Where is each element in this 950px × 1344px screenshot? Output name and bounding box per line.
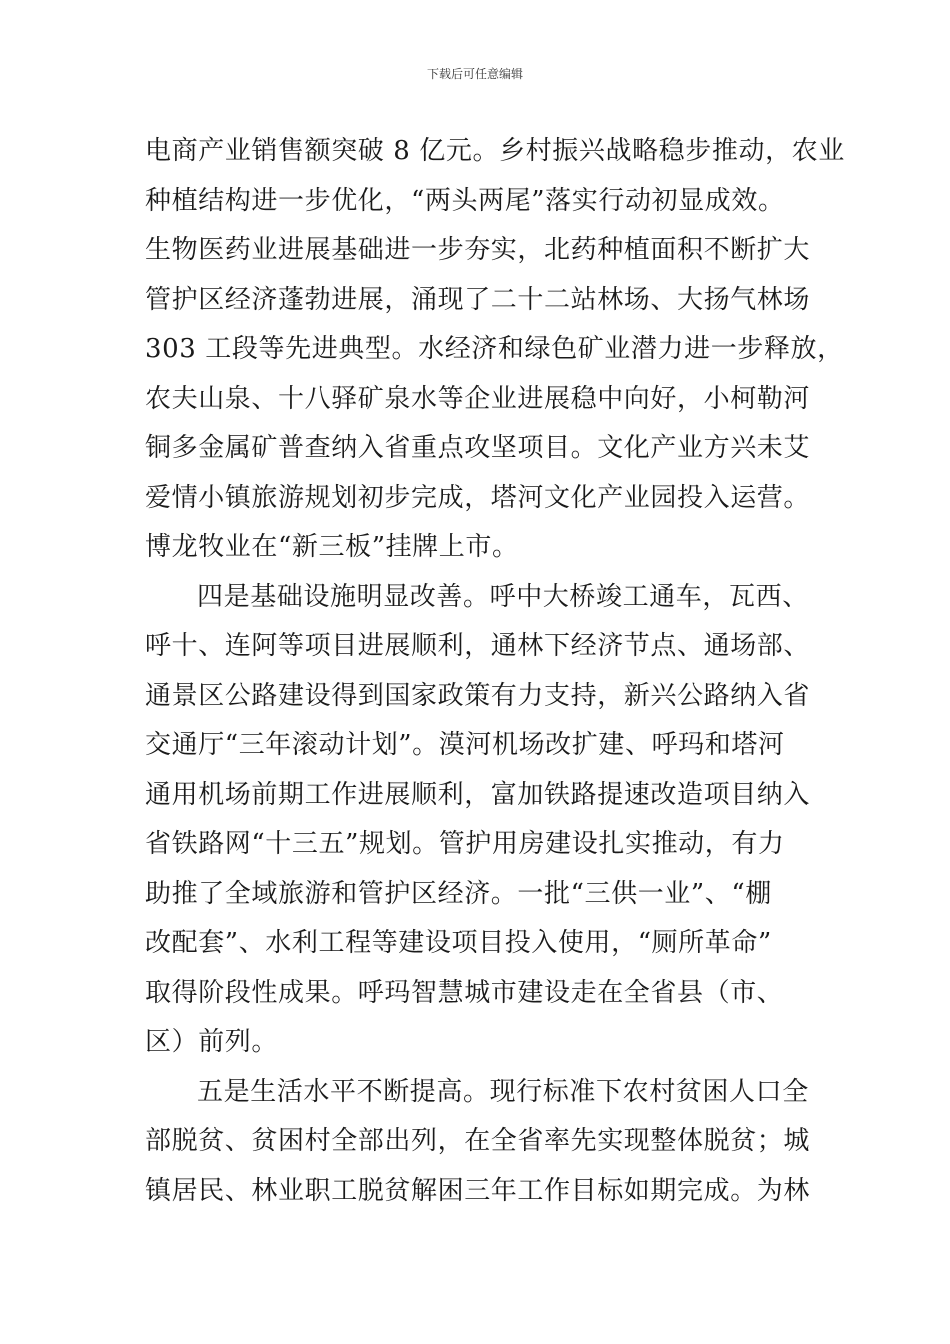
paragraph-start-line: 四是基础设施明显改善。呼中大桥竣工通车，瓦西、 bbox=[197, 581, 809, 612]
text-line: 通用机场前期工作进展顺利，富加铁路提速改造项目纳入 bbox=[145, 779, 811, 810]
text-line: 改配套”、水利工程等建设项目投入使用，“厕所革命” bbox=[145, 928, 772, 958]
text-line: 铜多金属矿普查纳入省重点攻坚项目。文化产业方兴未艾 bbox=[145, 433, 811, 463]
text-line: 生物医药业进展基础进一步夯实，北药种植面积不断扩大 bbox=[145, 235, 811, 265]
text-line: 部脱贫、贫困村全部出列，在全省率先实现整体脱贫；城 bbox=[145, 1126, 811, 1156]
text-line: 电商产业销售额突破 8 亿元。乡村振兴战略稳步推动，农业 bbox=[145, 136, 845, 166]
text-line: 博龙牧业在“新三板”挂牌上市。 bbox=[145, 532, 519, 562]
text-line: 通景区公路建设得到国家政策有力支持，新兴公路纳入省 bbox=[145, 680, 811, 711]
text-line: 区）前列。 bbox=[145, 1027, 279, 1057]
paragraph-start-line: 五是生活水平不断提高。现行标准下农村贫困人口全 bbox=[197, 1076, 809, 1107]
text-line: 镇居民、林业职工脱贫解困三年工作目标如期完成。为林 bbox=[145, 1175, 811, 1206]
text-line: 取得阶段性成果。呼玛智慧城市建设走在全省县（市、 bbox=[145, 977, 784, 1008]
text-line: 303 工段等先进典型。水经济和绿色矿业潜力进一步释放， bbox=[145, 334, 844, 364]
text-line: 爱情小镇旅游规划初步完成，塔河文化产业园投入运营。 bbox=[145, 482, 811, 513]
text-line: 交通厅“三年滚动计划”。漠河机场改扩建、呼玛和塔河 bbox=[145, 730, 785, 760]
document-body bbox=[145, 127, 845, 1216]
text-line: 种植结构进一步优化，“两头两尾”落实行动初显成效。 bbox=[145, 185, 785, 216]
text-line: 农夫山泉、十八驿矿泉水等企业进展稳中向好，小柯勒河 bbox=[145, 383, 811, 414]
page-header: 下载后可任意编辑 bbox=[426, 67, 523, 81]
text-line: 管护区经济蓬勃进展，涌现了二十二站林场、大扬气林场 bbox=[145, 284, 811, 315]
text-line: 助推了全域旅游和管护区经济。一批“三供一业”、“棚 bbox=[145, 878, 772, 909]
text-line: 省铁路网“十三五”规划。管护用房建设扎实推动，有力 bbox=[145, 829, 785, 859]
text-line: 呼十、连阿等项目进展顺利，通林下经济节点、通场部、 bbox=[145, 631, 811, 661]
